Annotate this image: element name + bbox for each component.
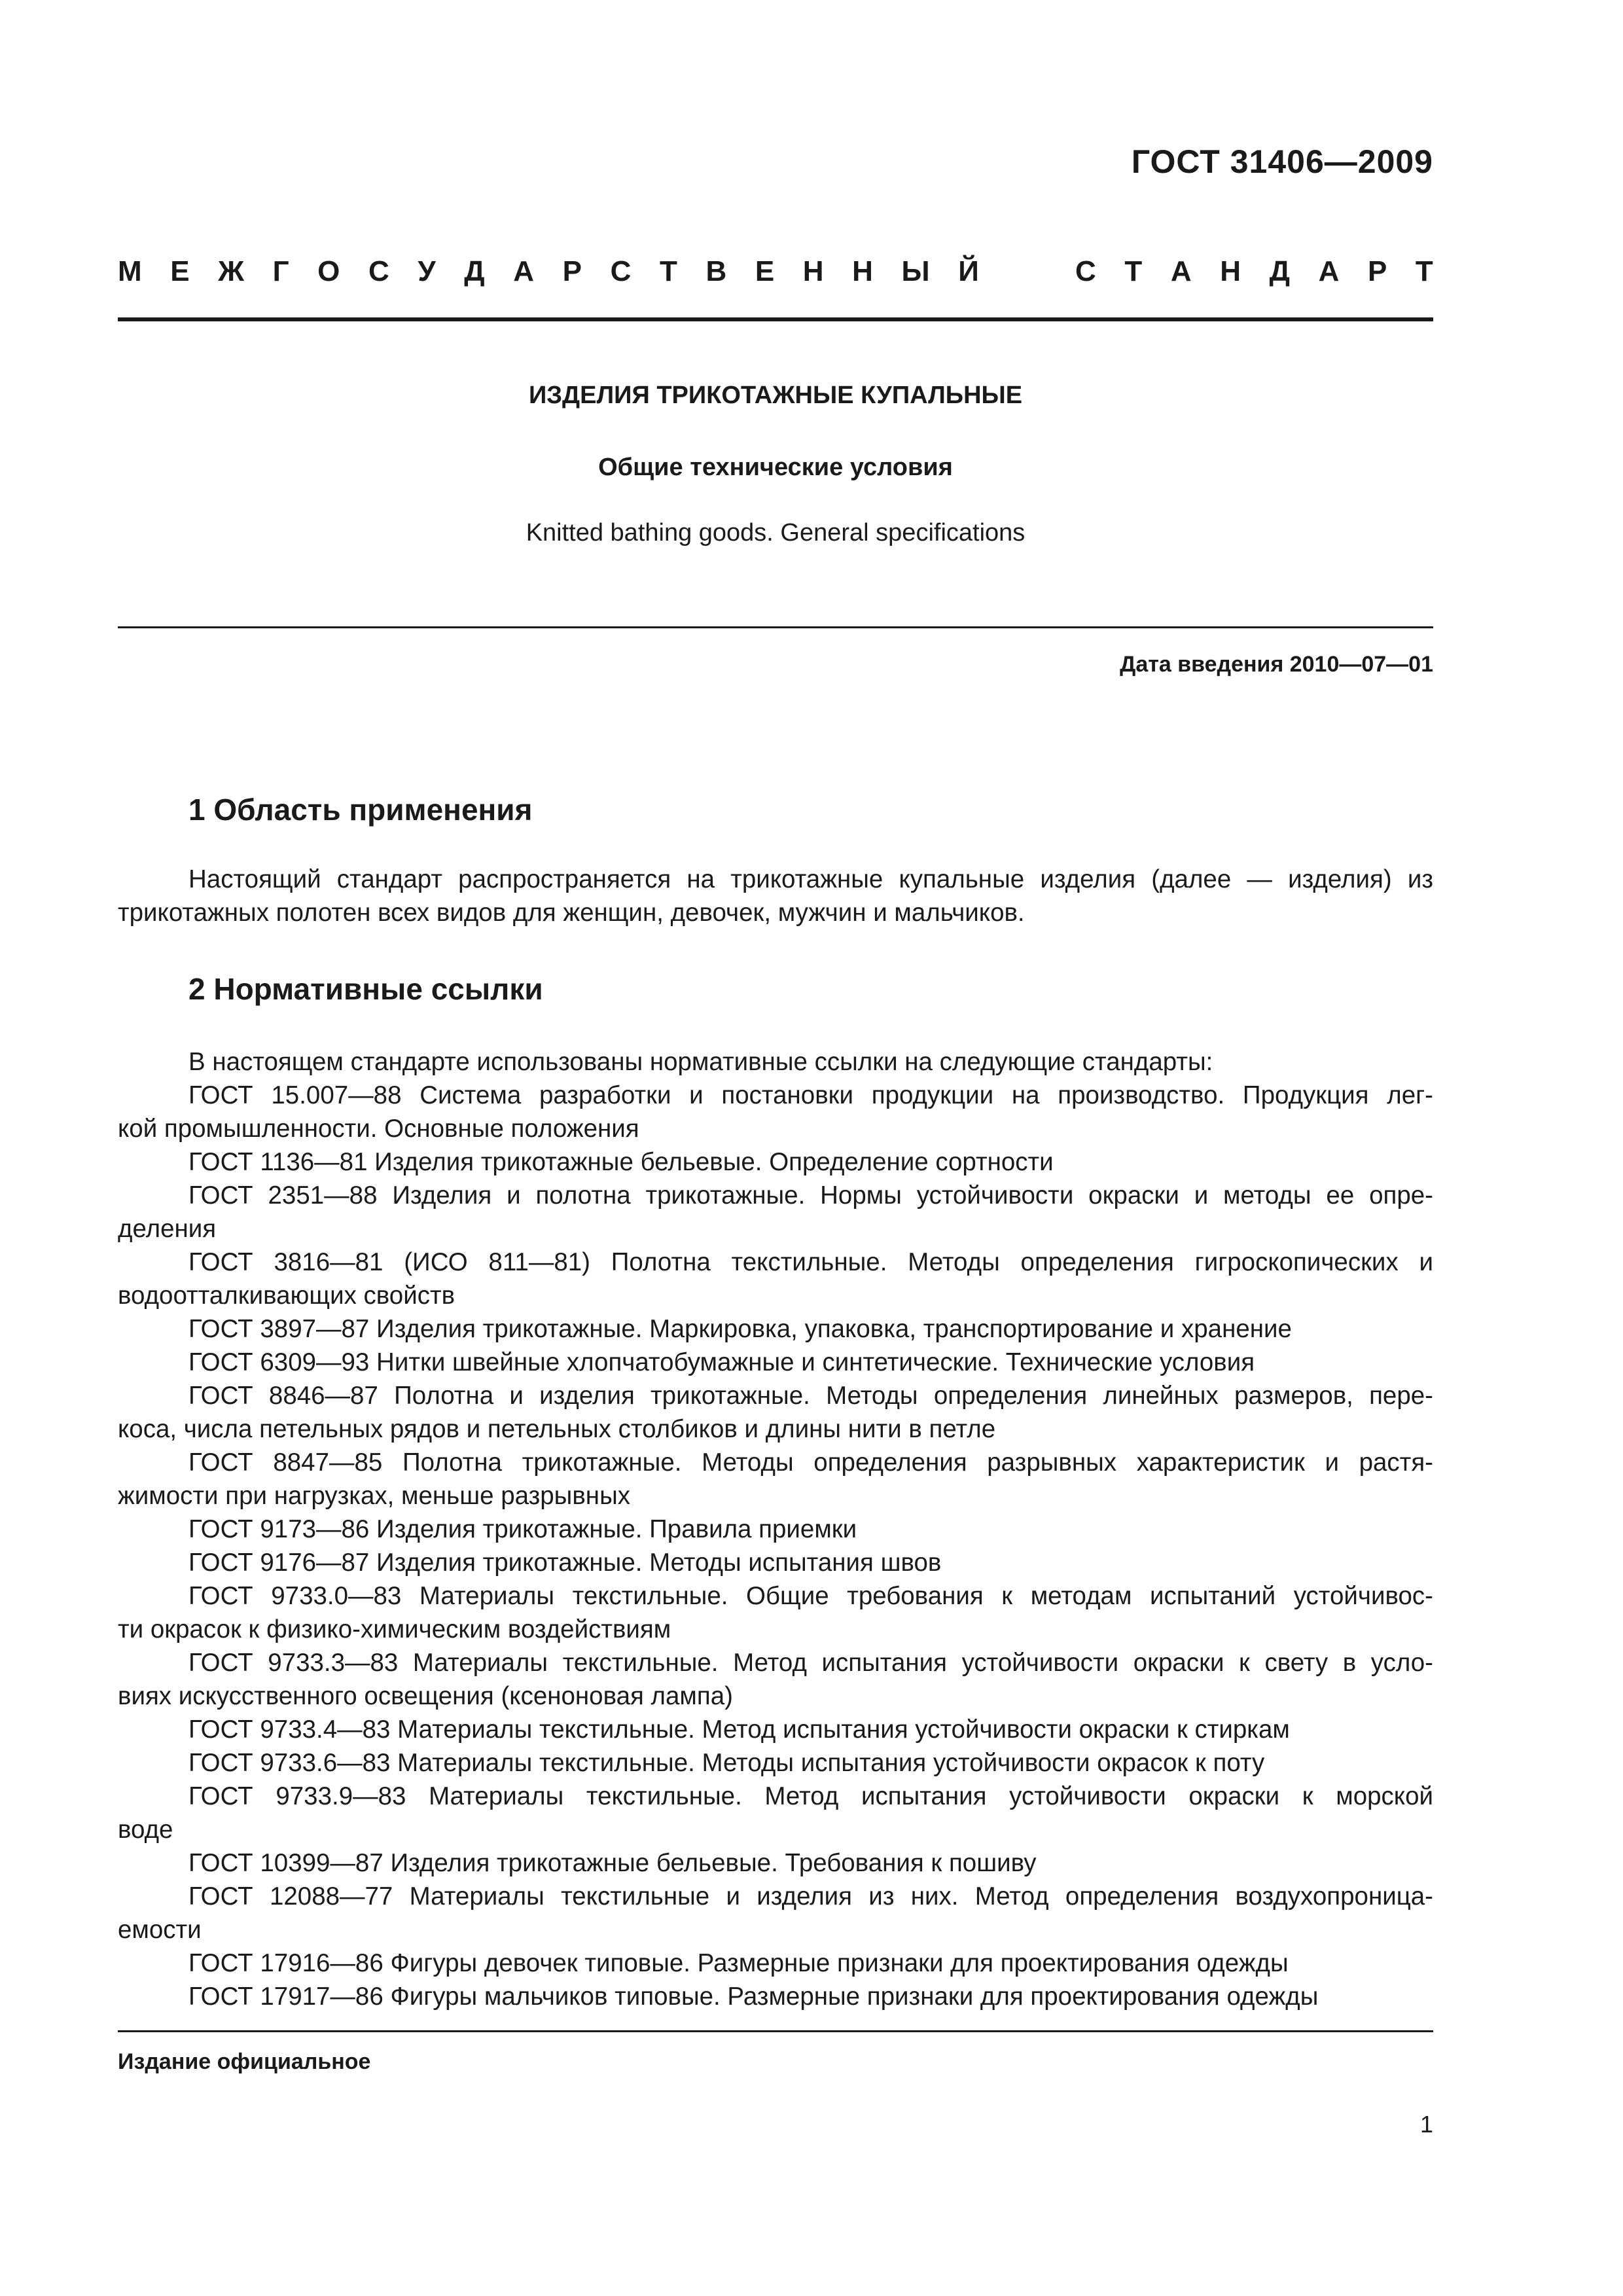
banner-letter: Е: [755, 255, 775, 287]
standard-number: ГОСТ 31406—2009: [1131, 143, 1433, 180]
reference-line: виях искусственного освещения (ксеноновая лампа): [118, 1682, 733, 1710]
reference-line: ГОСТ 9173—86 Изделия трикотажные. Правила приемки: [188, 1515, 857, 1543]
reference-line: емости: [118, 1916, 202, 1944]
title-divider: [118, 626, 1433, 628]
banner-letter: А: [1170, 255, 1192, 287]
reference-line: ГОСТ 8847—85 Полотна трикотажные. Методы определения разрывных характеристик и растя-: [188, 1448, 1433, 1477]
reference-line: ГОСТ 3816—81 (ИСО 811—81) Полотна текстильные. Методы определения гигроскопических и: [188, 1248, 1433, 1276]
reference-line: деления: [118, 1215, 217, 1243]
footer-divider: [118, 2030, 1433, 2032]
banner-letter: Е: [170, 255, 190, 287]
interstate-standard-banner: [118, 255, 1433, 288]
reference-line: ГОСТ 9733.0—83 Материалы текстильные. Общие требования к методам испытаний устойчивос-: [188, 1582, 1433, 1610]
reference-line: ГОСТ 9733.4—83 Материалы текстильные. Метод испытания устойчивости окраски к стиркам: [188, 1715, 1290, 1744]
banner-letter: Й: [958, 255, 979, 287]
reference-line: ГОСТ 8846—87 Полотна и изделия трикотажные. Методы определения линейных размеров, пере-: [188, 1382, 1433, 1410]
reference-line: ГОСТ 9733.9—83 Материалы текстильные. Метод испытания устойчивости окраски к морской: [188, 1782, 1433, 1810]
section-heading-normative-references: 2 Нормативные ссылки: [188, 972, 543, 1006]
reference-line: ти окрасок к физико-химическим воздействиям: [118, 1615, 671, 1643]
section-heading-scope: 1 Область применения: [188, 793, 533, 827]
banner-letter: С: [368, 255, 389, 287]
reference-line: ГОСТ 2351—88 Изделия и полотна трикотажные. Нормы устойчивости окраски и методы ее опре-: [188, 1181, 1433, 1210]
reference-line: ГОСТ 6309—93 Нитки швейные хлопчатобумажные и синтетические. Технические условия: [188, 1348, 1255, 1376]
document-title-english: Knitted bathing goods. General specifications: [526, 519, 1026, 547]
banner-word-gap: [1007, 255, 1046, 288]
banner-letter: Т: [1415, 255, 1433, 287]
reference-line: кой промышленности. Основные положения: [118, 1115, 639, 1143]
introduction-date: Дата введения 2010—07—01: [1120, 652, 1433, 677]
banner-letter: А: [513, 255, 535, 287]
reference-line: ГОСТ 9733.3—83 Материалы текстильные. Метод испытания устойчивости окраски к свету в усло-: [188, 1649, 1433, 1677]
reference-line: ГОСТ 12088—77 Материалы текстильные и изделия из них. Метод определения воздухопроница-: [188, 1882, 1433, 1910]
banner-letter: У: [418, 255, 436, 287]
reference-line: ГОСТ 9733.6—83 Материалы текстильные. Методы испытания устойчивости окрасок к поту: [188, 1749, 1265, 1777]
banner-letter: Д: [1269, 255, 1290, 287]
banner-letter: Ы: [901, 255, 930, 287]
banner-letter: М: [118, 255, 142, 287]
text-line: Настоящий стандарт распространяется на трикотажные купальные изделия (далее — изделия) из: [188, 865, 1433, 893]
reference-line: жимости при нагрузках, меньше разрывных: [118, 1482, 630, 1510]
banner-letter: С: [610, 255, 632, 287]
official-edition-label: Издание официальное: [118, 2049, 371, 2074]
section-references-body: [118, 1045, 1433, 2013]
banner-letter: Н: [852, 255, 873, 287]
reference-line: ГОСТ 17917—86 Фигуры мальчиков типовые. Размерные признаки для проектирования одежды: [188, 1982, 1319, 2011]
banner-letter: А: [1318, 255, 1340, 287]
reference-line: ГОСТ 10399—87 Изделия трикотажные бельевые. Требования к пошиву: [188, 1849, 1037, 1877]
banner-letter: Д: [464, 255, 485, 287]
banner-letter: Р: [562, 255, 582, 287]
banner-letter: Н: [802, 255, 824, 287]
banner-letter: Р: [1367, 255, 1387, 287]
reference-line: воде: [118, 1816, 173, 1844]
text-line: трикотажных полотен всех видов для женщин, девочек, мужчин и мальчиков.: [118, 899, 1025, 927]
reference-line: ГОСТ 3897—87 Изделия трикотажные. Маркировка, упаковка, транспортирование и хранение: [188, 1315, 1292, 1343]
reference-line: коса, числа петельных рядов и петельных столбиков и длины нити в петле: [118, 1415, 996, 1443]
section-scope-body: [118, 863, 1433, 929]
banner-letter: Г: [272, 255, 289, 287]
banner-letter: Т: [659, 255, 677, 287]
reference-line: водоотталкивающих свойств: [118, 1282, 455, 1310]
reference-line: ГОСТ 9176—87 Изделия трикотажные. Методы испытания швов: [188, 1549, 942, 1577]
banner-letter: О: [317, 255, 340, 287]
banner-letter: В: [705, 255, 727, 287]
reference-line: ГОСТ 15.007—88 Система разработки и постановки продукции на производство. Продукция лег-: [188, 1081, 1433, 1109]
reference-line: ГОСТ 1136—81 Изделия трикотажные бельевые. Определение сортности: [188, 1148, 1054, 1176]
reference-line: ГОСТ 17916—86 Фигуры девочек типовые. Размерные признаки для проектирования одежды: [188, 1949, 1289, 1977]
banner-letter: Н: [1220, 255, 1241, 287]
document-subtitle: Общие технические условия: [598, 454, 953, 481]
banner-letter: Т: [1124, 255, 1143, 287]
page-number: 1: [1419, 2111, 1433, 2138]
header-divider: [118, 317, 1433, 321]
banner-letter: Ж: [218, 255, 244, 287]
text-line: В настоящем стандарте использованы нормативные ссылки на следующие стандарты:: [188, 1048, 1213, 1076]
banner-letter: С: [1075, 255, 1096, 287]
document-title: ИЗДЕЛИЯ ТРИКОТАЖНЫЕ КУПАЛЬНЫЕ: [528, 382, 1023, 409]
